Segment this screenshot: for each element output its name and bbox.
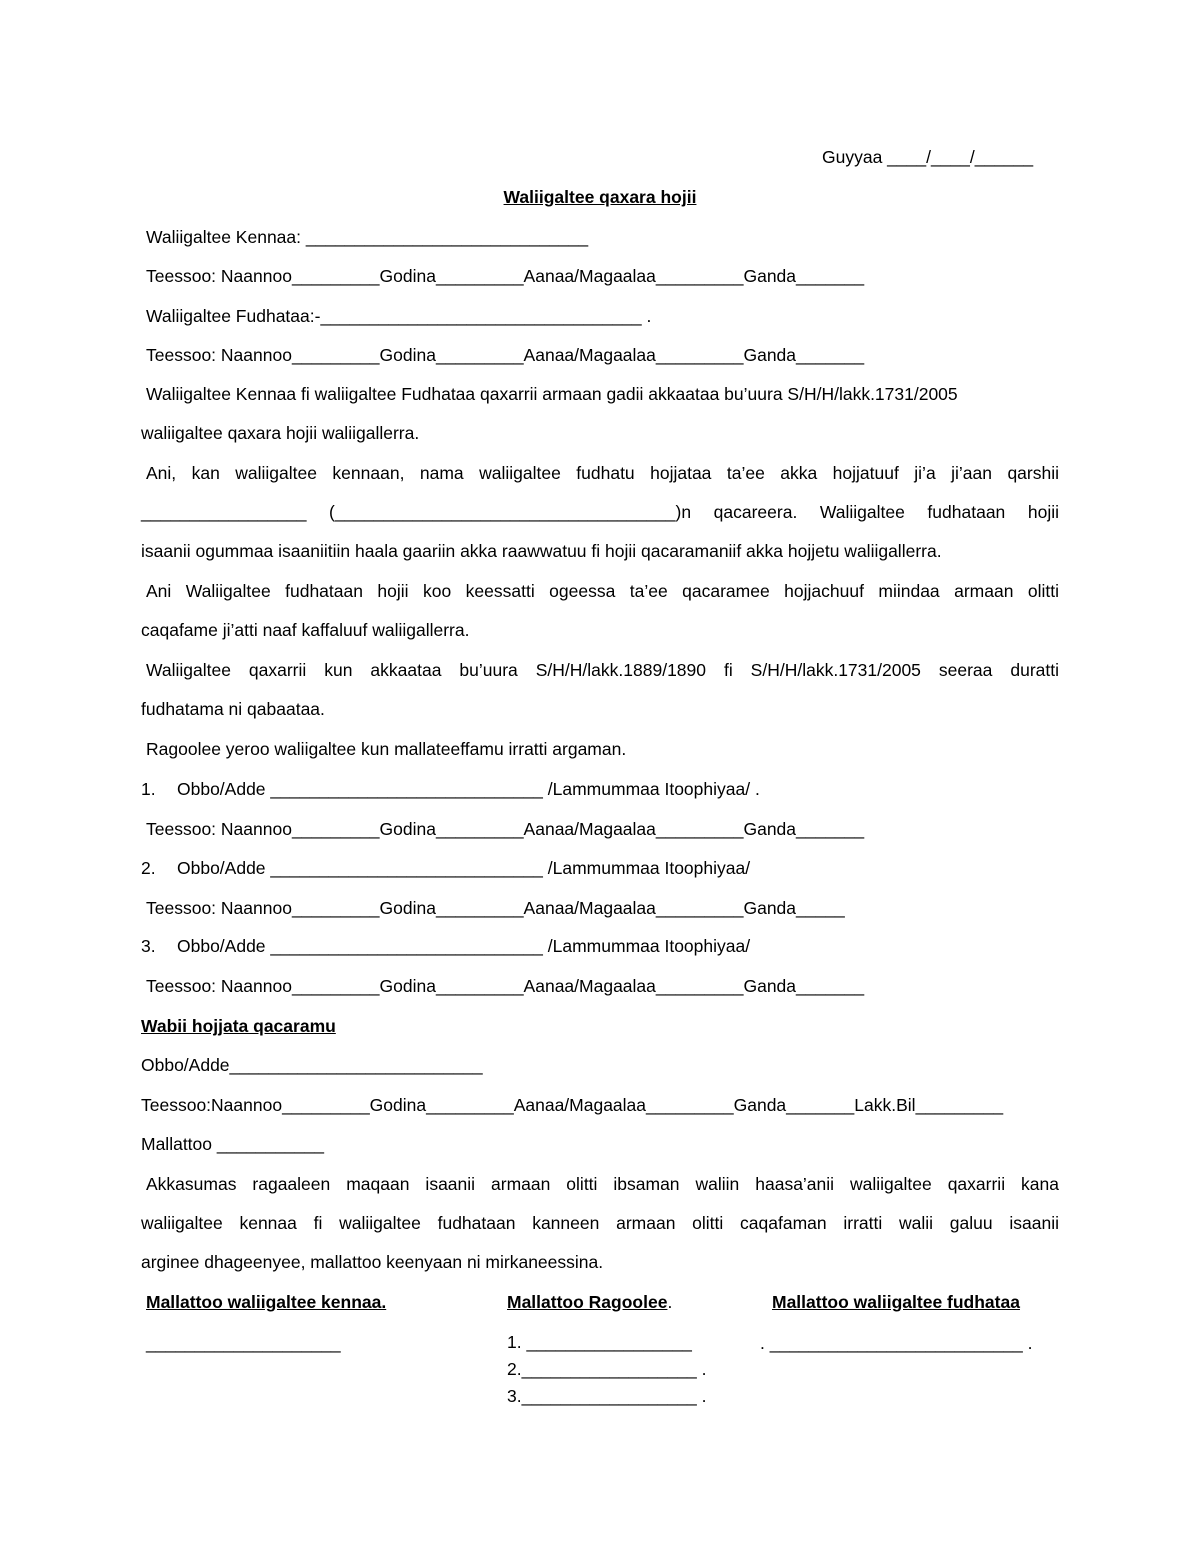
- paragraph-3-line-1: Ani Waliigaltee fudhataan hojii koo keessatti ogeessa ta’ee qacaramee hojjachuuf miindaa armaan olitti: [146, 581, 1059, 601]
- buyer-signature-heading: Mallattoo waliigaltee fudhataa: [772, 1292, 1020, 1312]
- witness-signature-heading-wrap: [507, 1291, 672, 1313]
- buyer-address-line: Teessoo: Naannoo_________Godina_________Aanaa/Magaalaa_________Ganda_______: [146, 345, 865, 365]
- closing-line-2: waliigaltee kennaa fi waliigaltee fudhataan kanneen armaan olitti caqafaman irratti walii galuu isaanii: [141, 1213, 1059, 1233]
- paragraph-3-line-2: caqafame ji’atti naaf kaffaluuf waliigallerra.: [141, 620, 470, 640]
- seller-signature-heading: Mallattoo waliigaltee kennaa.: [146, 1292, 387, 1312]
- paragraph-4-line-2: fudhatama ni qabaataa.: [141, 699, 325, 719]
- closing-line-3: arginee dhageenyee, mallattoo keenyaan ni mirkaneessina.: [141, 1252, 604, 1272]
- paragraph-2-line-1: Ani, kan waliigaltee kennaan, nama waliigaltee fudhatu hojjataa ta’ee akka hojjatuuf ji’a ji’aan qarshii: [146, 463, 1059, 483]
- paragraph-5: Ragoolee yeroo waliigaltee kun mallateeffamu irratti argaman.: [146, 739, 627, 759]
- paragraph-2-line-3: isaanii ogummaa isaaniitiin haala gaariin akka raawwatuu fi hojii qacaramaniif akka hojjetu waliigallerra.: [141, 541, 942, 561]
- witness-signature-line-2: 2.__________________ .: [507, 1359, 707, 1379]
- employer-address-line: Teessoo:Naannoo_________Godina_________Aanaa/Magaalaa_________Ganda_______Lakk.Bil_________: [141, 1095, 1004, 1115]
- witness-signature-heading: Mallattoo Ragoolee: [507, 1292, 668, 1312]
- witness-2-address-line: Teessoo: Naannoo_________Godina_________Aanaa/Magaalaa_________Ganda_____: [146, 898, 845, 918]
- employer-signature-line: Mallattoo ___________: [141, 1134, 324, 1154]
- seller-name-line: Waliigaltee Kennaa: _____________________________: [146, 227, 589, 247]
- paragraph-1-line-2: waliigaltee qaxara hojii waliigallerra.: [141, 423, 420, 443]
- employer-name-line: Obbo/Adde__________________________: [141, 1055, 483, 1075]
- witness-signature-line-1: 1. _________________: [507, 1332, 692, 1352]
- paragraph-2-line-2: _________________ (___________________________________)n qacareera. Waliigaltee fudhataan hojii: [141, 502, 1059, 522]
- witness-3-name-line: Obbo/Adde ____________________________ /Lammummaa Itoophiyaa/: [177, 936, 751, 956]
- witness-1-address-line: Teessoo: Naannoo_________Godina_________Aanaa/Magaalaa_________Ganda_______: [146, 819, 865, 839]
- seller-signature-line: ____________________: [146, 1333, 341, 1353]
- closing-line-1: Akkasumas ragaaleen maqaan isaanii armaan olitti ibsaman waliin haasa’anii waliigaltee qaxarrii kana: [146, 1174, 1059, 1194]
- buyer-name-line: Waliigaltee Fudhataa:-_________________________________ .: [146, 306, 652, 326]
- seller-address-line: Teessoo: Naannoo_________Godina_________Aanaa/Magaalaa_________Ganda_______: [146, 266, 865, 286]
- witness-1-number: 1.: [141, 779, 156, 799]
- witness-signature-line-3: 3.__________________ .: [507, 1386, 707, 1406]
- witness-3-address-line: Teessoo: Naannoo_________Godina_________Aanaa/Magaalaa_________Ganda_______: [146, 976, 865, 996]
- paragraph-1-line-1: Waliigaltee Kennaa fi waliigaltee Fudhataa qaxarrii armaan gadii akkaataa bu’uura S/H/H/lakk.1731/2005: [146, 384, 958, 404]
- witness-2-number: 2.: [141, 858, 156, 878]
- date-line: Guyyaa ____/____/______: [822, 147, 1034, 167]
- witness-2-name-line: Obbo/Adde ____________________________ /Lammummaa Itoophiyaa/: [177, 858, 751, 878]
- witness-signature-heading-dot: .: [667, 1292, 673, 1312]
- paragraph-4-line-1: Waliigaltee qaxarrii kun akkaataa bu’uura S/H/H/lakk.1889/1890 fi S/H/H/lakk.1731/2005 seeraa duratti: [146, 660, 1059, 680]
- witness-1-name-line: Obbo/Adde ____________________________ /Lammummaa Itoophiyaa/ .: [177, 779, 760, 799]
- employer-heading: Wabii hojjata qacaramu: [141, 1016, 336, 1036]
- document-title: Waliigaltee qaxara hojii: [503, 187, 697, 207]
- buyer-signature-line: . __________________________ .: [760, 1333, 1033, 1353]
- witness-3-number: 3.: [141, 936, 156, 956]
